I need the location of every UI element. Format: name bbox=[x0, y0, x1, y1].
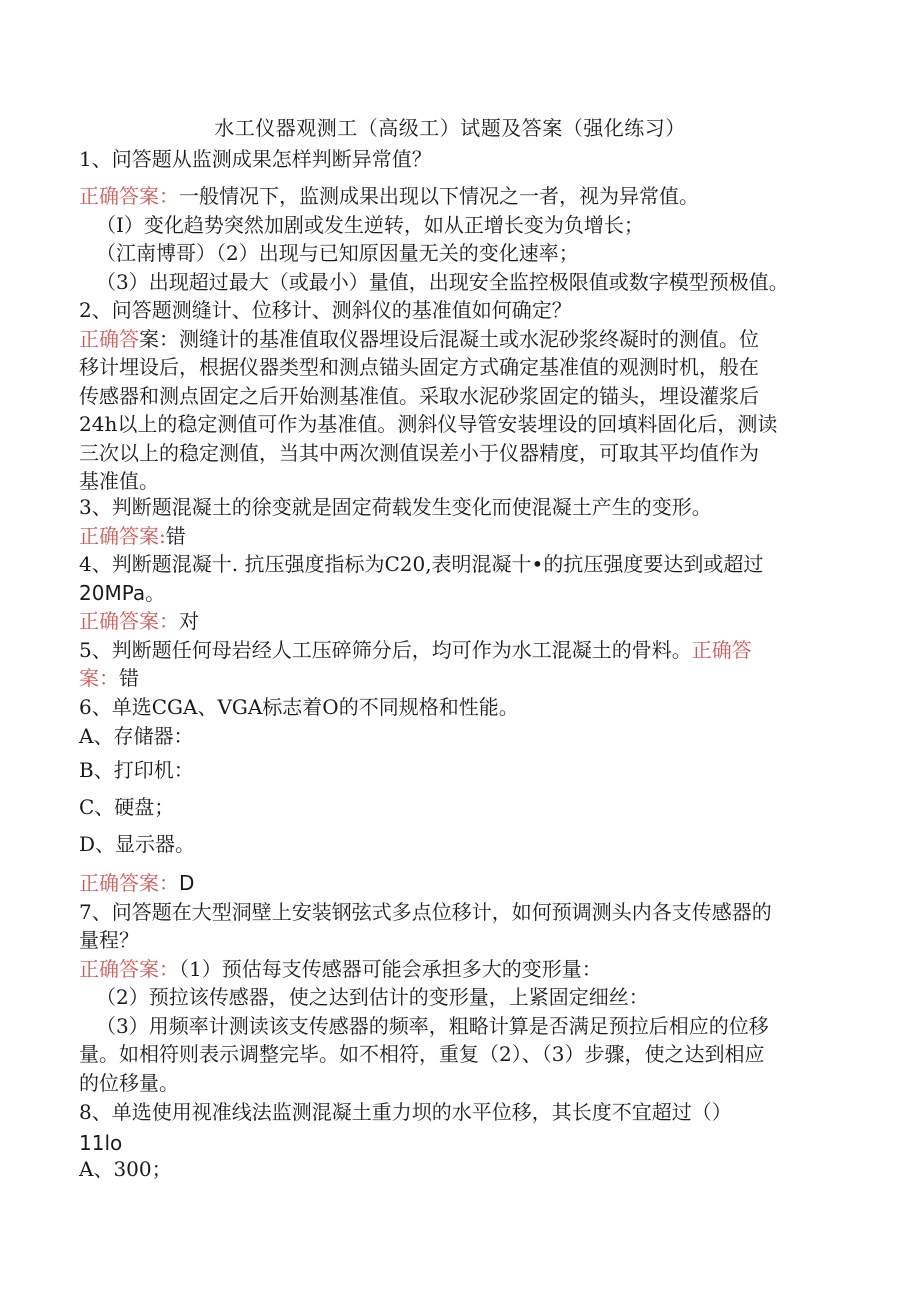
question-8-line-2: 11lo bbox=[79, 1131, 123, 1155]
question-1: 1、问答题从监测成果怎样判断异常值？ bbox=[79, 147, 432, 171]
answer-label: 正确答案： bbox=[79, 871, 179, 895]
answer-7-line-1: 正确答案：（1）预估每支传感器可能会承担多大的变形量： bbox=[79, 957, 602, 981]
answer-label: 正确答案： bbox=[79, 609, 179, 633]
answer-2-line-2: 移计埋设后，根据仪器类型和测点锚头固定方式确定基准值的观测时机，般在 bbox=[79, 355, 759, 379]
option-6-d: D、显示器。 bbox=[79, 832, 196, 856]
answer-1-line-4: （3）出现超过最大（或最小）量值，出现安全监控极限值或数字模型预极值。 bbox=[96, 270, 789, 294]
answer-label: 正确答案: bbox=[79, 524, 166, 548]
answer-2-line-1: 正确答案：测缝计的基准值取仪器埋设后混凝土或水泥砂浆终凝时的测值。位 bbox=[79, 327, 759, 351]
answer-2-line-5: 三次以上的稳定测值，当其中两次测值误差小于仪器精度，可取其平均值作为 bbox=[79, 441, 759, 465]
answer-4: 正确答案：对 bbox=[79, 609, 199, 633]
answer-3: 正确答案:错 bbox=[79, 524, 186, 548]
question-3: 3、判断题混凝土的徐变就是固定荷载发生变化而使混凝土产生的变形。 bbox=[79, 495, 712, 519]
question-6: 6、单选CGA、VGA标志着O的不同规格和性能。 bbox=[79, 695, 519, 719]
question-2: 2、问答题测缝计、位移计、测斜仪的基准值如何确定？ bbox=[79, 298, 572, 322]
answer-label: 正确答 bbox=[691, 638, 752, 662]
question-8: 8、单选使用视准线法监测混凝土重力坝的水平位移，其长度不宜超过（） bbox=[79, 1100, 732, 1124]
answer-7-line-2: （2）预拉该传感器，使之达到估计的变形量，上紧固定细丝： bbox=[96, 985, 649, 1009]
answer-2-line-3: 传感器和测点固定之后开始测基准值。采取水泥砂浆固定的锚头，埋设灌浆后 bbox=[79, 384, 759, 408]
answer-5: 案：错 bbox=[79, 666, 139, 690]
answer-1-line-2: （I）变化趋势突然加剧或发生逆转，如从正增长变为负增长； bbox=[96, 213, 644, 237]
question-4: 4、判断题混凝十. 抗压强度指标为C20,表明混凝十•的抗压强度要达到或超过 bbox=[79, 552, 764, 576]
document-title: 水工仪器观测工（高级工）试题及答案（强化练习） bbox=[214, 116, 686, 140]
answer-label: 正确答案： bbox=[79, 184, 179, 208]
answer-label-tail: 案： bbox=[79, 666, 119, 690]
question-4-line-2: 20MPa。 bbox=[79, 581, 166, 605]
option-6-c: C、硬盘； bbox=[79, 795, 175, 819]
answer-label: 正确答案： bbox=[79, 957, 179, 981]
answer-1-line-1: 正确答案：一般情况下，监测成果出现以下情况之一者，视为异常值。 bbox=[79, 184, 699, 208]
option-6-b: B、打印机： bbox=[79, 758, 194, 782]
answer-7-line-5: 的位移量。 bbox=[79, 1071, 179, 1095]
answer-2-line-6: 基准值。 bbox=[79, 469, 159, 493]
answer-6: 正确答案：D bbox=[79, 871, 195, 895]
answer-7-line-3: （3）用频率计测读该支传感器的频率，粗略计算是否满足预拉后相应的位移 bbox=[96, 1014, 769, 1038]
answer-label-tail: 案： bbox=[139, 327, 179, 351]
question-5: 5、判断题任何母岩经人工压碎筛分后，均可作为水工混凝土的骨料。正确答 bbox=[79, 638, 752, 662]
answer-2-line-4: 24h以上的稳定测值可作为基准值。测斜仪导管安装埋设的回填料固化后，测读 bbox=[79, 412, 778, 436]
question-7: 7、问答题在大型洞壁上安装钢弦式多点位移计，如何预调测头内各支传感器的 bbox=[79, 900, 772, 924]
question-7-line-2: 量程？ bbox=[79, 928, 139, 952]
answer-1-line-3: （江南博哥）（2）出现与已知原因量无关的变化速率； bbox=[96, 241, 579, 265]
option-8-a: A、300； bbox=[79, 1157, 172, 1181]
option-6-a: A、存储器： bbox=[79, 724, 194, 748]
answer-7-line-4: 量。如相符则表示调整完毕。如不相符，重复（2）、（3）步骤，使之达到相应 bbox=[79, 1042, 765, 1066]
answer-label: 正确答 bbox=[79, 327, 139, 351]
